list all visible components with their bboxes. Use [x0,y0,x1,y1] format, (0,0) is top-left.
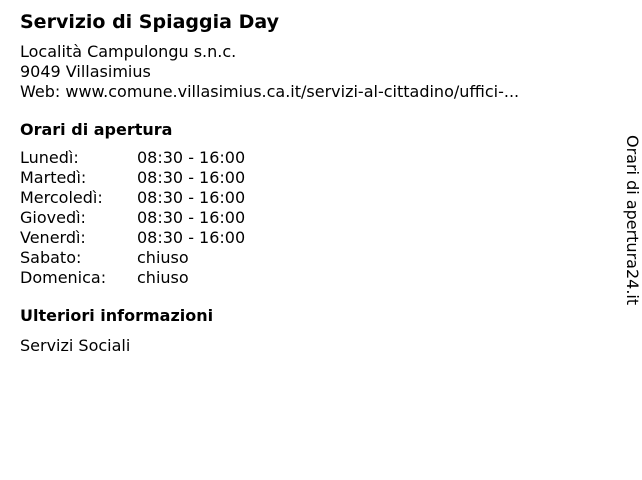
table-row [20,188,245,208]
day-hours: 08:30 - 16:00 [137,228,246,247]
hours-heading: Orari di apertura [20,120,173,139]
address-block [20,42,600,102]
table-row [20,168,245,188]
day-label: Domenica: [20,268,107,287]
day-hours: 08:30 - 16:00 [137,168,246,187]
day-hours: chiuso [137,268,189,287]
hours-table [20,148,245,288]
info-text: Servizi Sociali [20,336,131,355]
day-hours: 08:30 - 16:00 [137,188,246,207]
office-title: Servizio di Spiaggia Day [20,11,279,33]
day-label: Giovedì: [20,208,86,227]
table-row [20,248,245,268]
table-row [20,228,245,248]
day-label: Sabato: [20,248,82,267]
address-street: Località Campulongu s.n.c. [20,42,237,61]
day-label: Mercoledì: [20,188,103,207]
web-line [20,82,600,102]
table-row [20,268,245,288]
day-hours: 08:30 - 16:00 [137,148,246,167]
address-city: 9049 Villasimius [20,62,151,81]
web-link[interactable]: www.comune.villasimius.ca.it/servizi-al-cittadino/uffici-... [65,82,520,101]
day-hours: chiuso [137,248,189,267]
brand-side-text[interactable]: Orari di apertura24.it [623,135,642,306]
table-row [20,208,245,228]
office-card [20,8,600,356]
day-label: Venerdì: [20,228,86,247]
day-hours: 08:30 - 16:00 [137,208,246,227]
info-heading: Ulteriori informazioni [20,306,214,325]
day-label: Martedì: [20,168,87,187]
web-label: Web: [20,82,61,101]
day-label: Lunedì: [20,148,79,167]
table-row [20,148,245,168]
